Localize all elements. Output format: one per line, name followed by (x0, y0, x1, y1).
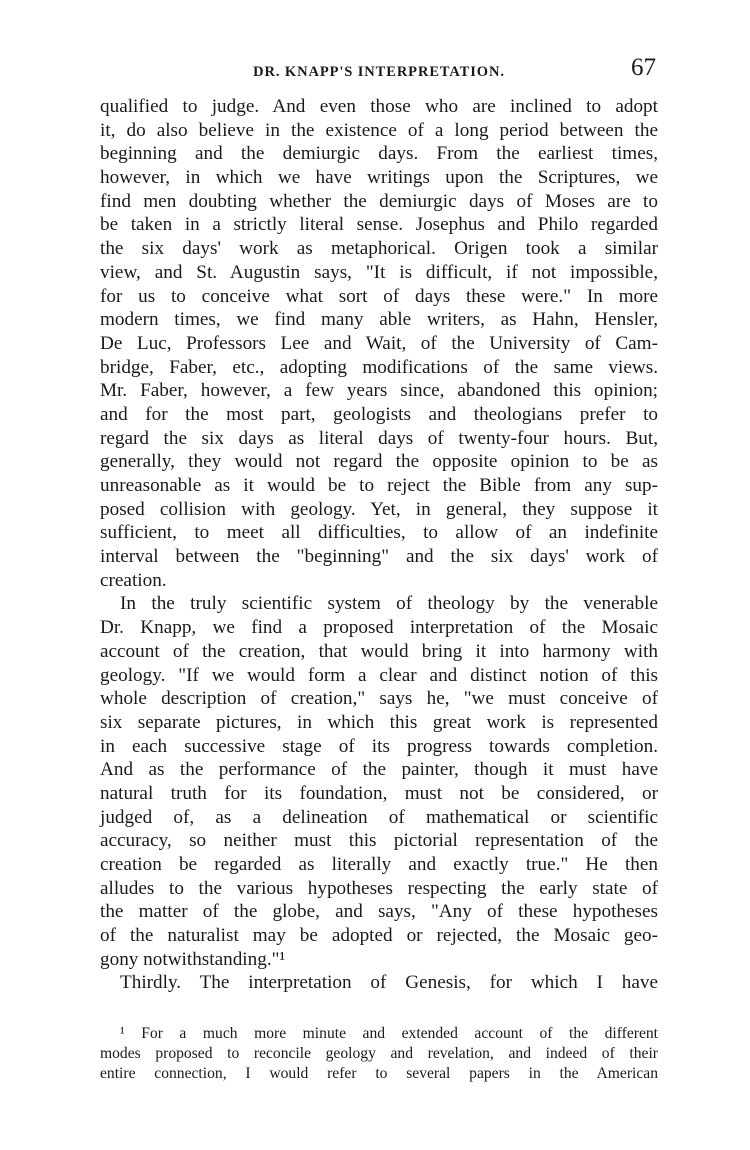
running-head (100, 54, 658, 88)
text-line: sufficient, to meet all difficulties, to allow of an indefinite (100, 522, 658, 544)
text-line: bridge, Faber, etc., adopting modifications of the same views. (100, 356, 658, 378)
text-line: six separate pictures, in which this great work is represented (100, 711, 658, 733)
page-number: 67 (631, 54, 656, 81)
text-line: interval between the "beginning" and the six days' work of (100, 546, 658, 568)
text-line: posed collision with geology. Yet, in general, they suppose it (100, 498, 658, 520)
text-line: gony notwithstanding."¹ (100, 948, 286, 970)
text-line: in each successive stage of its progress towards completion. (100, 735, 658, 757)
text-line: natural truth for its foundation, must not be considered, or (100, 782, 658, 804)
text-line: beginning and the demiurgic days. From the earliest times, (100, 143, 658, 165)
text-line: be taken in a strictly literal sense. Josephus and Philo regarded (100, 214, 658, 236)
footnote-line: ¹ For a much more minute and extended account of the different (120, 1025, 658, 1042)
text-line: the matter of the globe, and says, "Any of these hypotheses (100, 901, 658, 923)
text-line: however, in which we have writings upon the Scriptures, we (100, 167, 658, 189)
running-title: DR. KNAPP'S INTERPRETATION. (253, 64, 505, 80)
footnote-line: modes proposed to reconcile geology and revelation, and indeed of their (100, 1045, 658, 1062)
text-line: for us to conceive what sort of days these were." In more (100, 285, 658, 307)
text-line: qualified to judge. And even those who are inclined to adopt (100, 96, 658, 117)
text-line: Dr. Knapp, we find a proposed interpretation of the Mosaic (100, 617, 658, 639)
footnote (100, 1024, 658, 1084)
footnote-line: entire connection, I would refer to several papers in the American (100, 1065, 658, 1082)
text-line: alludes to the various hypotheses respecting the early state of (100, 877, 658, 899)
text-line: it, do also believe in the existence of a long period between the (100, 119, 658, 141)
text-line: judged of, as a delineation of mathematical or scientific (100, 806, 658, 828)
text-line: unreasonable as it would be to reject the Bible from any sup- (100, 475, 658, 496)
text-line: creation be regarded as literally and exactly true." He then (100, 854, 658, 875)
text-line: find men doubting whether the demiurgic days of Moses are to (100, 190, 658, 212)
text-line: geology. "If we would form a clear and distinct notion of this (100, 664, 658, 686)
text-line: and for the most part, geologists and theologians prefer to (100, 403, 658, 425)
text-line: Mr. Faber, however, a few years since, abandoned this opinion; (100, 380, 658, 402)
text-line: account of the creation, that would bring it into harmony with (100, 640, 658, 662)
text-line: In the truly scientific system of theology by the venerable (120, 593, 658, 615)
text-line: accuracy, so neither must this pictorial representation of the (100, 830, 658, 852)
body-text (100, 95, 658, 995)
text-line: De Luc, Professors Lee and Wait, of the University of Cam- (100, 332, 658, 354)
text-line: of the naturalist may be adopted or rejected, the Mosaic geo- (100, 925, 658, 947)
text-line: Thirdly. The interpretation of Genesis, for which I have (120, 972, 658, 994)
text-line: view, and St. Augustin says, "It is difficult, if not impossible, (100, 261, 658, 283)
text-line: creation. (100, 569, 167, 591)
text-line: regard the six days as literal days of twenty-four hours. But, (100, 427, 658, 449)
text-line: modern times, we find many able writers, as Hahn, Hensler, (100, 309, 658, 331)
text-line: whole description of creation," says he, "we must conceive of (100, 688, 658, 710)
text-line: And as the performance of the painter, though it must have (100, 759, 658, 781)
text-line: generally, they would not regard the opposite opinion to be as (100, 451, 658, 473)
text-line: the six days' work as metaphorical. Origen took a similar (100, 238, 658, 260)
